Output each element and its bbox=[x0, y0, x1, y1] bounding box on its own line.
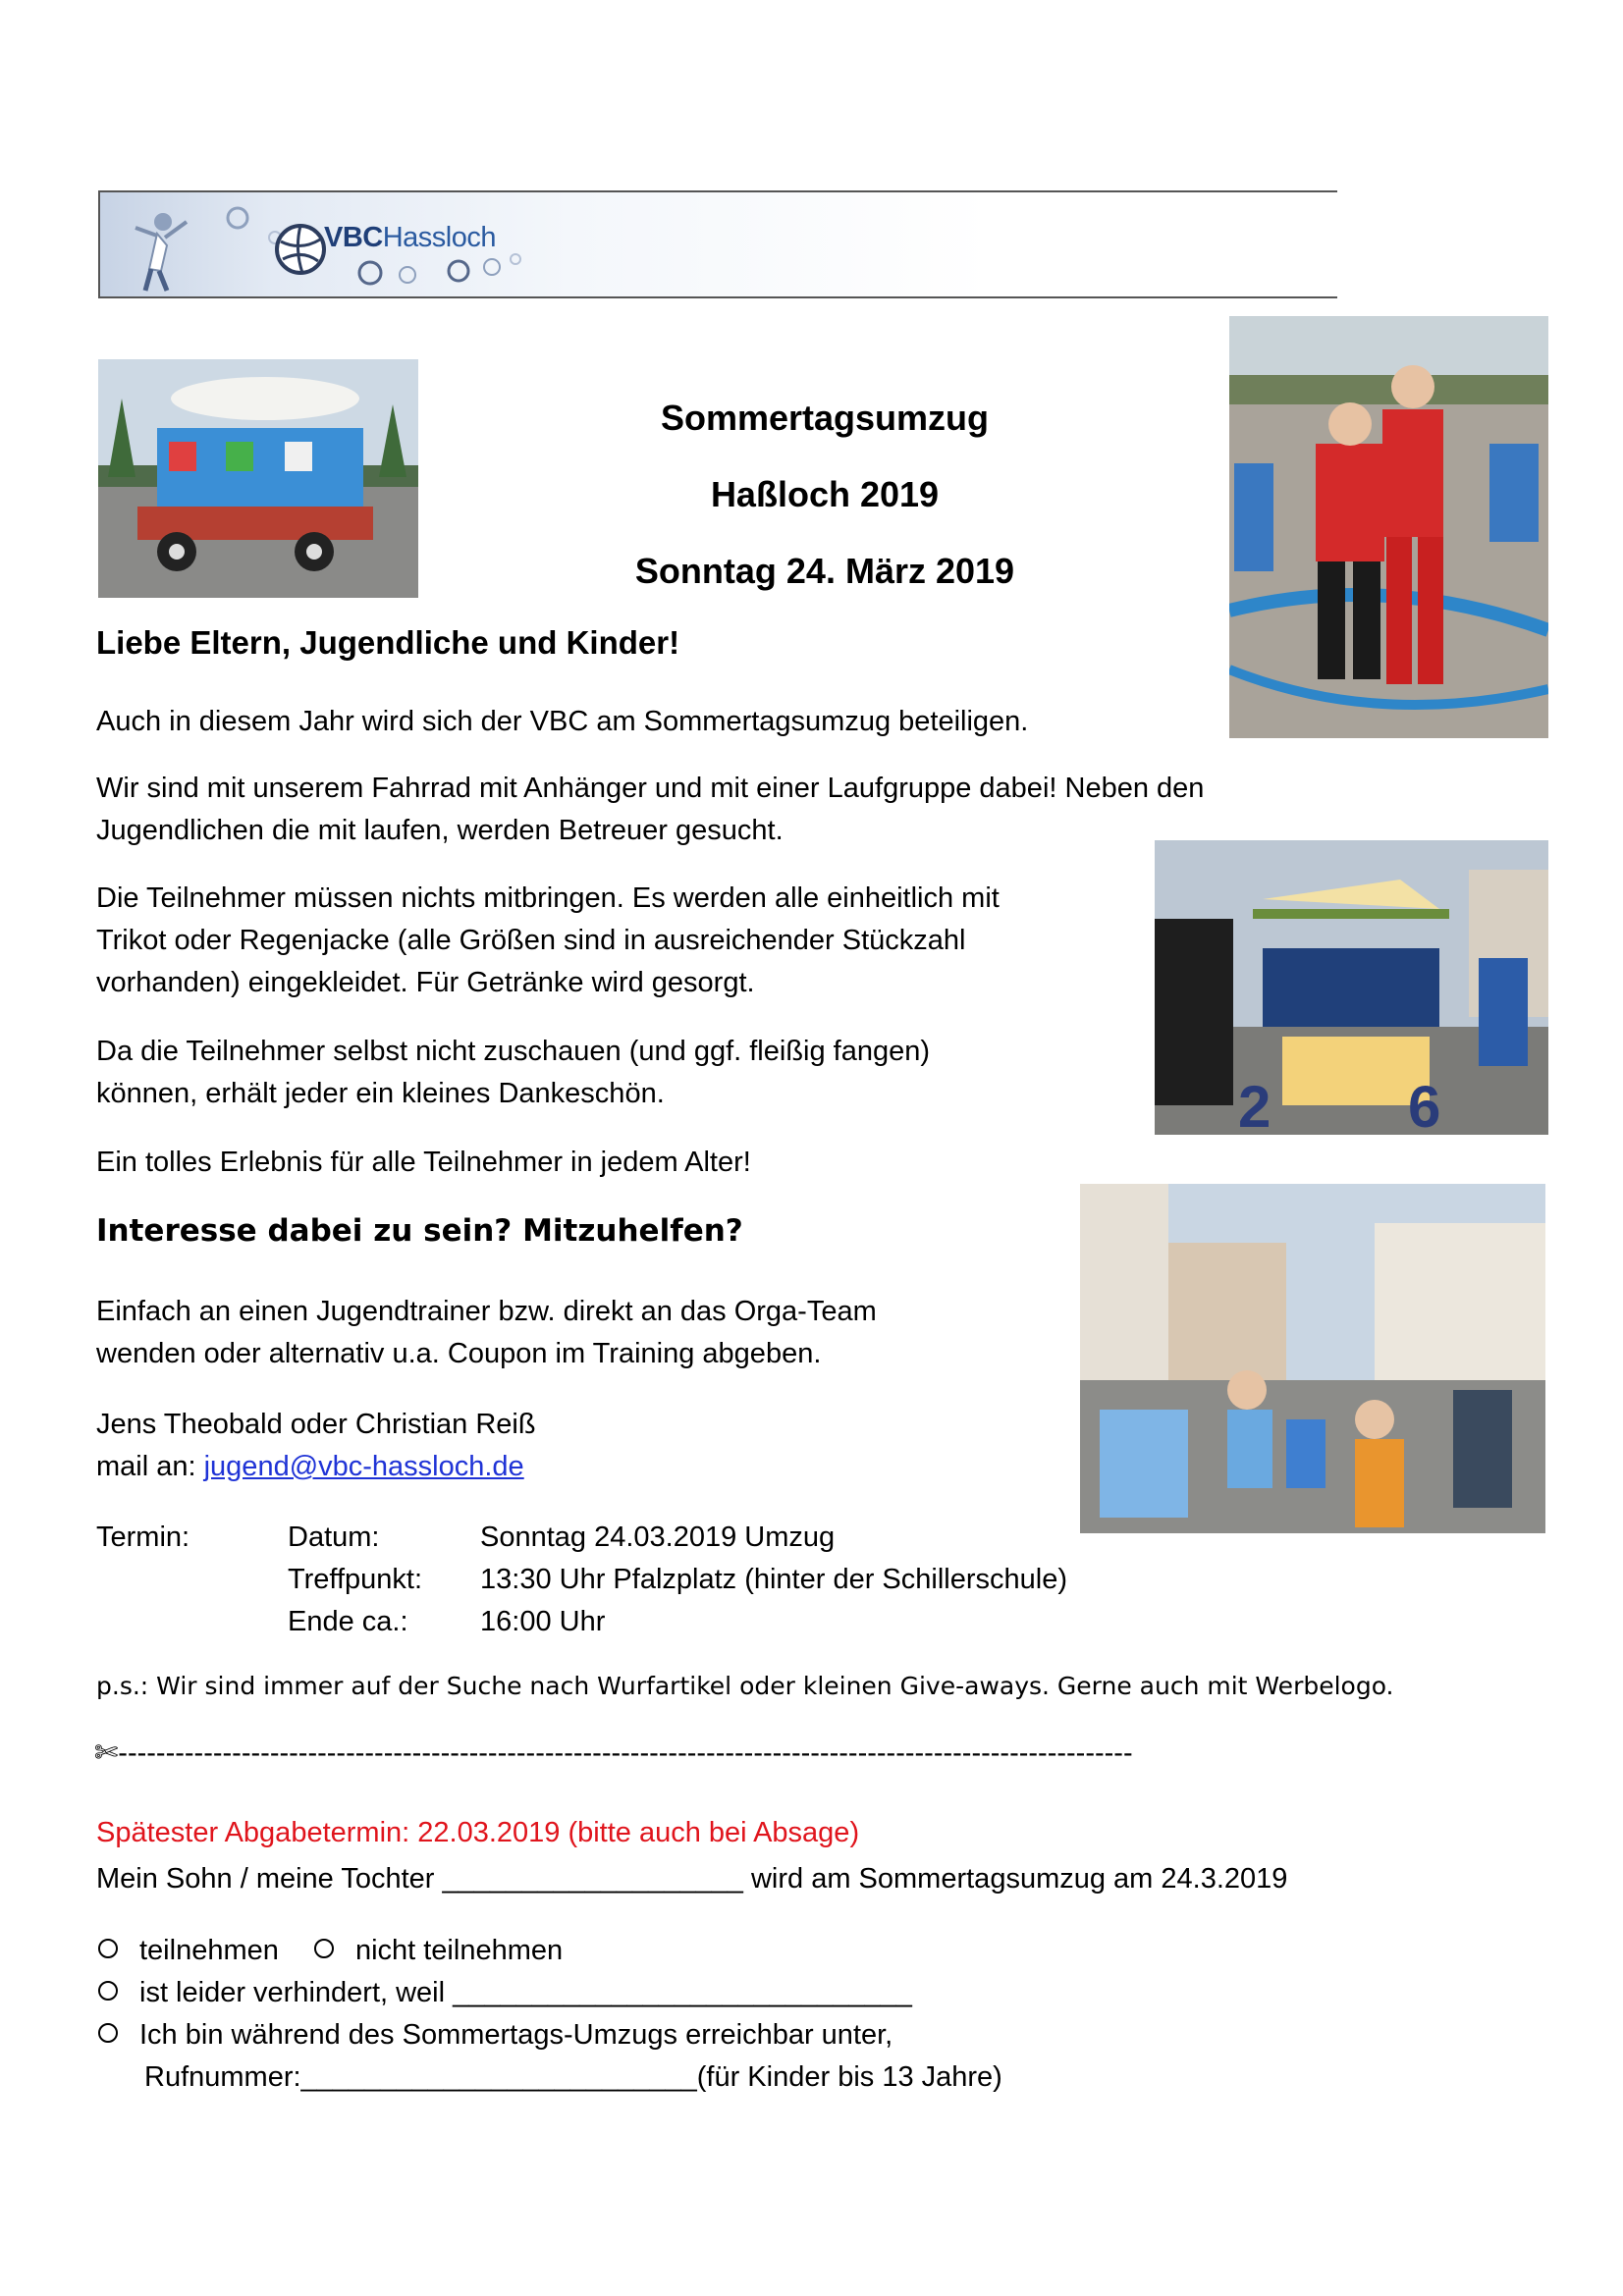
svg-text:2: 2 bbox=[1238, 1074, 1271, 1135]
logo-text: VBCHassloch bbox=[324, 222, 497, 253]
title-line-3: Sonntag 24. März 2019 bbox=[634, 551, 1015, 591]
volleyball-logo-icon bbox=[273, 222, 332, 281]
option-row-prevented: ist leider verhindert, weil _____________________________ bbox=[98, 1972, 912, 2014]
radio-erreichbar[interactable] bbox=[98, 2023, 118, 2043]
photo-decorated-cart bbox=[1155, 840, 1548, 1135]
paragraph-4: Da die Teilnehmer selbst nicht zuschauen (und ggf. fleißig fangen) können, erhält jeder ein kleines Dankeschön. bbox=[96, 1036, 931, 1109]
photo-parade-wagon bbox=[98, 359, 418, 598]
ps-note: p.s.: Wir sind immer auf der Suche nach Wurfartikel oder kleinen Give-aways. Gerne auch mit Werbelogo. bbox=[96, 1672, 1394, 1700]
termin-keys: Datum: Treffpunkt: Ende ca.: bbox=[288, 1522, 423, 1637]
coupon-sentence: Mein Sohn / meine Tochter ___________________ wird am Sommertagsumzug am 24.3.2019 bbox=[96, 1863, 1288, 1895]
interest-subheading: Interesse dabei zu sein? Mitzuhelfen? bbox=[96, 1213, 743, 1249]
svg-text:6: 6 bbox=[1408, 1074, 1441, 1135]
volleyball-decoration-icon bbox=[349, 253, 545, 293]
radio-nicht-teilnehmen[interactable] bbox=[314, 1939, 334, 1958]
photo-players bbox=[1229, 316, 1548, 738]
phone-line: Rufnummer:_________________________(für Kinder bis 13 Jahre) bbox=[144, 2061, 1002, 2093]
radio-verhindert[interactable] bbox=[98, 1981, 118, 2001]
option-row-reachable: Ich bin während des Sommertags-Umzugs erreichbar unter, bbox=[98, 2014, 893, 2056]
termin-values: Sonntag 24.03.2019 Umzug 13:30 Uhr Pfalzplatz (hinter der Schillerschule) 16:00 Uhr bbox=[480, 1522, 1067, 1637]
email-link[interactable]: jugend@vbc-hassloch.de bbox=[203, 1451, 524, 1482]
paragraph-3: Die Teilnehmer müssen nichts mitbringen. Es werden alle einheitlich mit Trikot oder Regenjacke (alle Größen sind in ausreichender Stückzahl vorhanden) eingekleidet. Für Getränke wird gesorgt. bbox=[96, 882, 1000, 998]
paragraph-1: Auch in diesem Jahr wird sich der VBC am Sommertagsumzug beteiligen. bbox=[96, 706, 1029, 737]
contact-instructions: Einfach an einen Jugendtrainer bzw. direkt an das Orga-Team wenden oder alternativ u.a. Coupon im Training abgeben. bbox=[96, 1296, 877, 1369]
greeting-heading: Liebe Eltern, Jugendliche und Kinder! bbox=[96, 624, 680, 661]
contact-names: Jens Theobald oder Christian Reiß bbox=[96, 1409, 536, 1440]
cut-line: ✄----------------------------------------------------------------------------------------------------------- bbox=[94, 1737, 1133, 1769]
title-line-2: Haßloch 2019 bbox=[710, 474, 940, 514]
radio-teilnehmen[interactable] bbox=[98, 1939, 118, 1958]
deadline-text: Spätester Abgabetermin: 22.03.2019 (bitte auch bei Absage) bbox=[96, 1817, 860, 1848]
photo-street-parade bbox=[1080, 1184, 1545, 1533]
option-row-attendance: teilnehmen nicht teilnehmen bbox=[98, 1930, 563, 1972]
termin-label: Termin: bbox=[96, 1522, 190, 1553]
paragraph-5: Ein tolles Erlebnis für alle Teilnehmer in jedem Alter! bbox=[96, 1147, 751, 1178]
paragraph-2: Wir sind mit unserem Fahrrad mit Anhänger und mit einer Laufgruppe dabei! Neben den Jugendlichen die mit laufen, werden Betreuer gesucht. bbox=[96, 773, 1205, 846]
title-line-1: Sommertagsumzug bbox=[660, 398, 990, 438]
contact-block: Jens Theobald oder Christian Reiß mail an: jugend@vbc-hassloch.de bbox=[96, 1404, 536, 1488]
